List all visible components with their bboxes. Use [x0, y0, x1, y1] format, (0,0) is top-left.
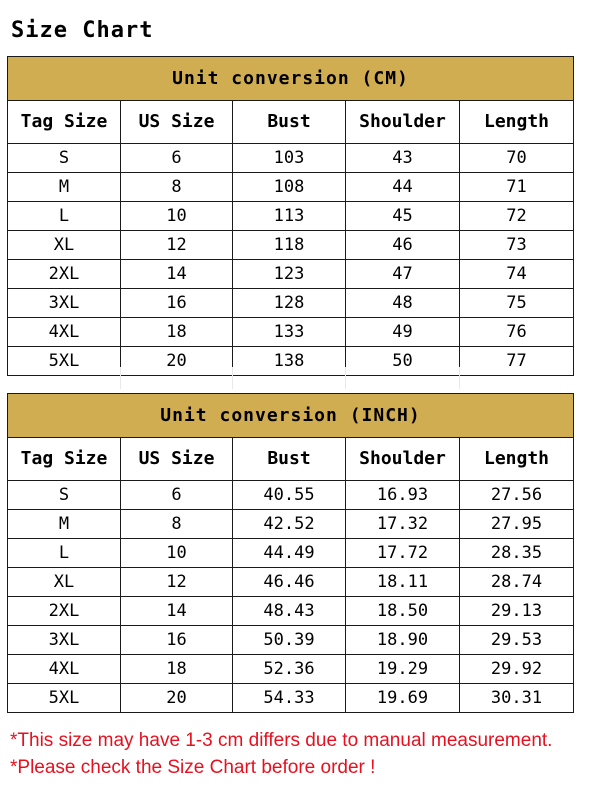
table-row: [8, 655, 574, 684]
column-header-length: Length: [460, 438, 574, 481]
cell-bust: 50.39: [233, 626, 346, 655]
cell-bust: 113: [233, 202, 346, 231]
cell-bust: 40.55: [233, 481, 346, 510]
cell-shoulder: 17.32: [346, 510, 460, 539]
cell-tag-size: L: [8, 202, 121, 231]
cell-tag-size: 2XL: [8, 260, 121, 289]
cell-us-size: 12: [121, 231, 233, 260]
cell-length: 29.13: [460, 597, 574, 626]
cell-us-size: 8: [121, 510, 233, 539]
cell-length: 27.56: [460, 481, 574, 510]
table-row: [8, 626, 574, 655]
table-heading: Unit conversion (CM): [8, 57, 574, 101]
column-header-bust: Bust: [233, 101, 346, 144]
reminder-note: *Please check the Size Chart before order !: [10, 757, 376, 778]
cell-us-size: 8: [121, 173, 233, 202]
cell-shoulder: 50: [346, 347, 460, 376]
size-table-inch: [7, 393, 574, 713]
table-row: [8, 173, 574, 202]
cell-shoulder: 17.72: [346, 539, 460, 568]
cell-tag-size: L: [8, 539, 121, 568]
table-row: [8, 481, 574, 510]
cell-tag-size: 4XL: [8, 655, 121, 684]
cell-shoulder: 18.11: [346, 568, 460, 597]
cell-us-size: 14: [121, 260, 233, 289]
cell-tag-size: S: [8, 481, 121, 510]
cell-tag-size: 2XL: [8, 597, 121, 626]
column-header-tag-size: Tag Size: [8, 438, 121, 481]
disclaimer-note: *This size may have 1-3 cm differs due to manual measurement.: [10, 730, 553, 751]
cell-tag-size: 4XL: [8, 318, 121, 347]
cell-shoulder: 45: [346, 202, 460, 231]
column-header-tag-size: Tag Size: [8, 101, 121, 144]
cell-us-size: 16: [121, 289, 233, 318]
cell-us-size: 20: [121, 347, 233, 376]
table-row: [8, 510, 574, 539]
cell-length: 74: [460, 260, 574, 289]
cell-length: 71: [460, 173, 574, 202]
table-body: [8, 481, 574, 713]
table-gap: [7, 367, 573, 389]
cell-us-size: 20: [121, 684, 233, 713]
table-row: [8, 568, 574, 597]
cell-tag-size: M: [8, 510, 121, 539]
column-header-us-size: US Size: [121, 438, 233, 481]
cell-bust: 48.43: [233, 597, 346, 626]
table-row: [8, 289, 574, 318]
cell-us-size: 10: [121, 539, 233, 568]
table-row: [8, 260, 574, 289]
cell-us-size: 6: [121, 481, 233, 510]
cell-us-size: 12: [121, 568, 233, 597]
table-heading: Unit conversion (INCH): [8, 394, 574, 438]
cell-length: 29.92: [460, 655, 574, 684]
cell-us-size: 16: [121, 626, 233, 655]
cell-us-size: 14: [121, 597, 233, 626]
column-header-length: Length: [460, 101, 574, 144]
cell-shoulder: 48: [346, 289, 460, 318]
cell-us-size: 6: [121, 144, 233, 173]
cell-bust: 52.36: [233, 655, 346, 684]
cell-length: 76: [460, 318, 574, 347]
cell-length: 28.74: [460, 568, 574, 597]
cell-us-size: 10: [121, 202, 233, 231]
table-row: [8, 144, 574, 173]
cell-bust: 42.52: [233, 510, 346, 539]
table-row: [8, 318, 574, 347]
column-header-bust: Bust: [233, 438, 346, 481]
cell-us-size: 18: [121, 655, 233, 684]
cell-shoulder: 18.50: [346, 597, 460, 626]
cell-length: 77: [460, 347, 574, 376]
cell-length: 29.53: [460, 626, 574, 655]
cell-tag-size: 3XL: [8, 289, 121, 318]
cell-shoulder: 44: [346, 173, 460, 202]
cell-bust: 138: [233, 347, 346, 376]
column-header-us-size: US Size: [121, 101, 233, 144]
cell-shoulder: 47: [346, 260, 460, 289]
cell-bust: 103: [233, 144, 346, 173]
column-header-shoulder: Shoulder: [346, 101, 460, 144]
cell-shoulder: 19.29: [346, 655, 460, 684]
cell-shoulder: 19.69: [346, 684, 460, 713]
cell-length: 73: [460, 231, 574, 260]
column-header-shoulder: Shoulder: [346, 438, 460, 481]
cell-tag-size: XL: [8, 231, 121, 260]
table-row: [8, 597, 574, 626]
cell-bust: 133: [233, 318, 346, 347]
cell-length: 72: [460, 202, 574, 231]
cell-length: 75: [460, 289, 574, 318]
cell-length: 30.31: [460, 684, 574, 713]
table-row: [8, 231, 574, 260]
cell-length: 28.35: [460, 539, 574, 568]
cell-bust: 128: [233, 289, 346, 318]
cell-tag-size: 5XL: [8, 347, 121, 376]
cell-bust: 108: [233, 173, 346, 202]
size-table-cm: [7, 56, 574, 376]
cell-tag-size: 3XL: [8, 626, 121, 655]
cell-bust: 123: [233, 260, 346, 289]
cell-length: 70: [460, 144, 574, 173]
cell-shoulder: 18.90: [346, 626, 460, 655]
cell-tag-size: 5XL: [8, 684, 121, 713]
cell-shoulder: 16.93: [346, 481, 460, 510]
cell-tag-size: S: [8, 144, 121, 173]
cell-tag-size: XL: [8, 568, 121, 597]
page-title: Size Chart: [11, 18, 154, 43]
cell-shoulder: 49: [346, 318, 460, 347]
cell-tag-size: M: [8, 173, 121, 202]
cell-length: 27.95: [460, 510, 574, 539]
cell-shoulder: 43: [346, 144, 460, 173]
table-row: [8, 539, 574, 568]
table-row: [8, 684, 574, 713]
cell-bust: 118: [233, 231, 346, 260]
cell-us-size: 18: [121, 318, 233, 347]
cell-bust: 54.33: [233, 684, 346, 713]
cell-bust: 46.46: [233, 568, 346, 597]
table-row: [8, 202, 574, 231]
table-body: [8, 144, 574, 376]
cell-shoulder: 46: [346, 231, 460, 260]
cell-bust: 44.49: [233, 539, 346, 568]
